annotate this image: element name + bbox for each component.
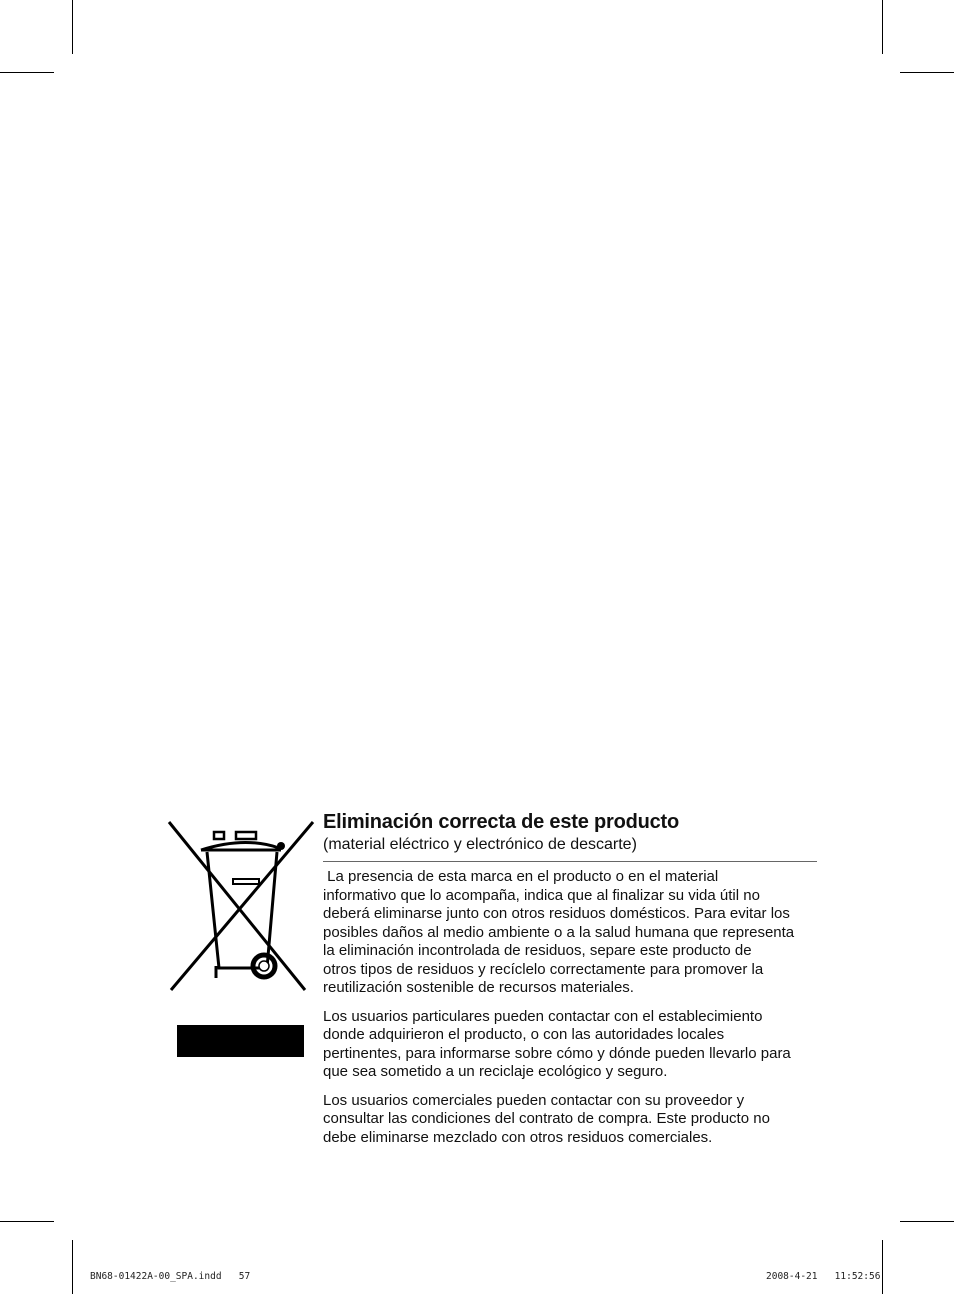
crossed-out-wheelie-bin-icon (167, 818, 315, 996)
paragraph-line: la eliminación incontrolada de residuos, separe este producto de (323, 942, 752, 959)
page-title: Eliminación correcta de este producto (323, 811, 680, 833)
paragraph-line: que sea sometido a un reciclaje ecológico y seguro. (323, 1063, 668, 1080)
crop-mark-top-right-vertical (882, 0, 883, 54)
paragraph-2 (323, 1008, 817, 1082)
paragraph-line: reutilización sostenible de recursos materiales. (323, 979, 634, 996)
crop-mark-top-left-horizontal (0, 72, 54, 73)
divider (323, 861, 817, 862)
slug-page-number: 57 (238, 1271, 251, 1282)
paragraph-line: Los usuarios comerciales pueden contactar con su proveedor y (323, 1091, 745, 1109)
crop-mark-bottom-left-horizontal (0, 1221, 54, 1222)
paragraph-line: posibles daños al medio ambiente o a la salud humana que representa (323, 923, 795, 941)
crop-mark-bottom-right-horizontal (900, 1221, 954, 1222)
paragraph-line: debe eliminarse mezclado con otros residuos comerciales. (323, 1128, 713, 1146)
black-bar (177, 1025, 304, 1057)
slug-filename-text: BN68-01422A-00_SPA.indd (90, 1271, 222, 1282)
crop-mark-bottom-right-vertical (882, 1240, 883, 1294)
slug-time: 11:52:56 (834, 1271, 881, 1282)
paragraph-3 (323, 1092, 817, 1148)
paragraph-line: La presencia de esta marca en el producto o en el material (323, 868, 719, 885)
paragraph-line: consultar las condiciones del contrato de compra. Este producto no (323, 1110, 770, 1127)
crop-mark-bottom-left-vertical (72, 1240, 73, 1294)
paragraph-line: pertinentes, para informarse sobre cómo y dónde pueden llevarlo para (323, 1044, 791, 1062)
slug-filename (90, 1271, 250, 1282)
paragraph-line: deberá eliminarse junto con otros residuos domésticos. Para evitar los (323, 905, 790, 922)
paragraph-line: Los usuarios particulares pueden contactar con el establecimiento (323, 1007, 763, 1025)
paragraph-line: informativo que lo acompaña, indica que al finalizar su vida útil no (323, 886, 760, 904)
page-subtitle: (material eléctrico y electrónico de descarte) (323, 836, 637, 853)
slug-date: 2008-4-21 (766, 1271, 818, 1282)
paragraph-line: otros tipos de residuos y recíclelo correctamente para promover la (323, 960, 764, 978)
crop-mark-top-right-horizontal (900, 72, 954, 73)
disposal-notice (323, 810, 817, 1157)
crop-mark-top-left-vertical (72, 0, 73, 54)
paragraph-line: donde adquirieron el producto, o con las autoridades locales (323, 1026, 725, 1043)
slug-timestamp (766, 1271, 880, 1282)
paragraph-1 (323, 868, 817, 998)
